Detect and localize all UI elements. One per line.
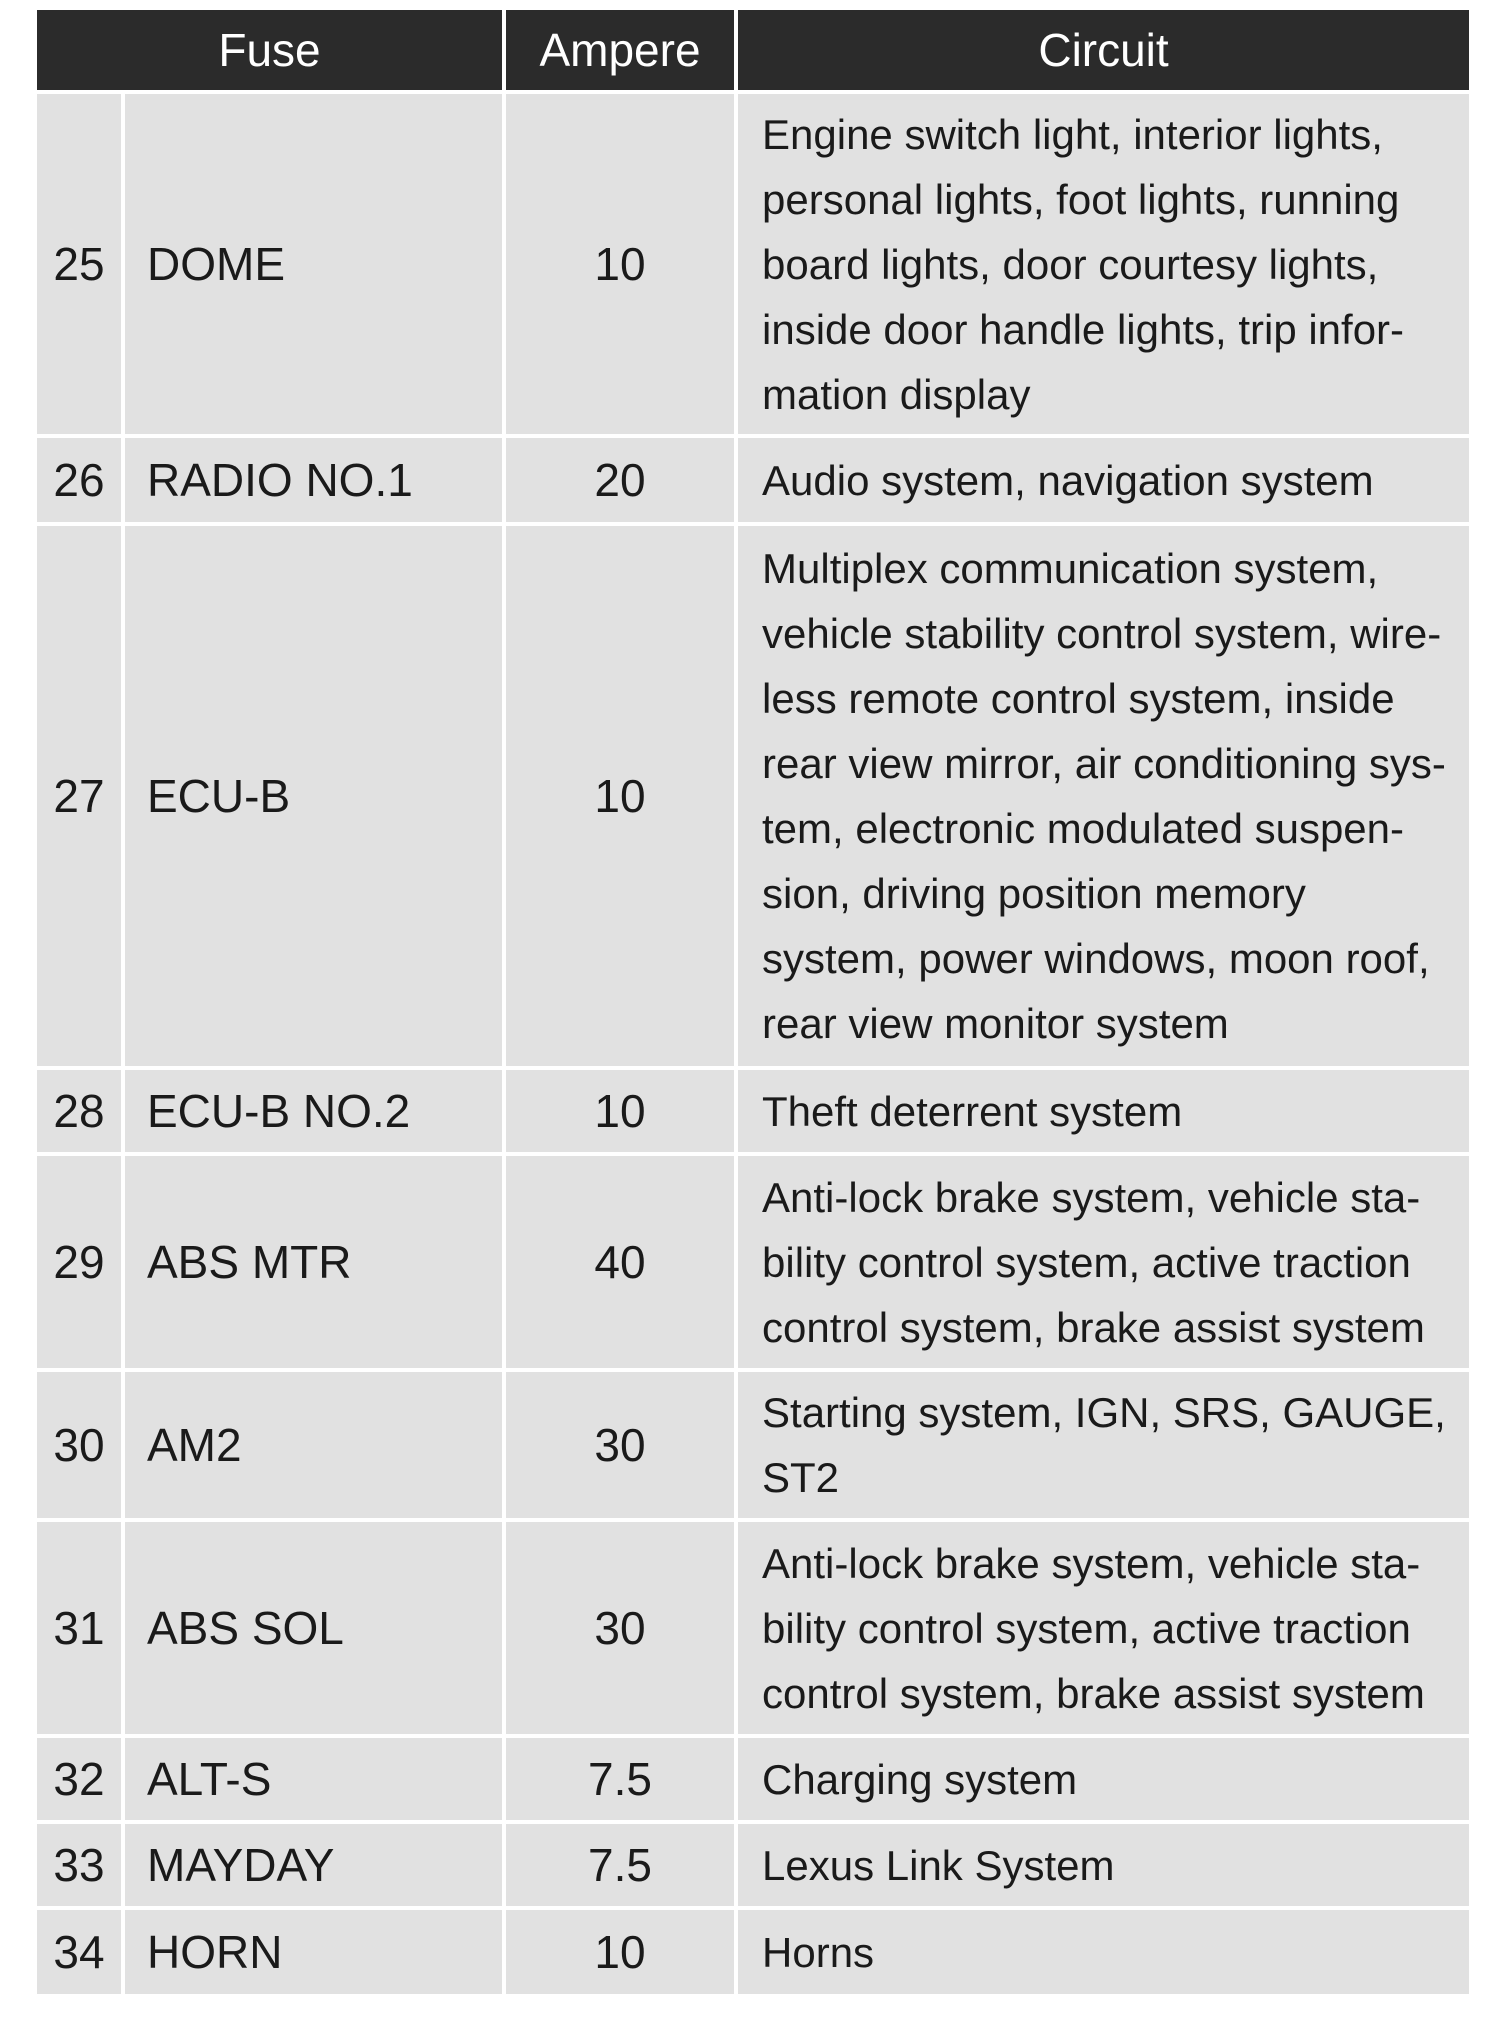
fuse-header: Fuse [37,10,502,90]
table-row [37,1910,1469,1994]
circuit-description: Lexus Link System [738,1824,1469,1906]
fuse-number: 25 [37,94,121,434]
ampere-value: 7.5 [506,1824,734,1906]
ampere-value: 10 [506,526,734,1066]
table-row [37,1372,1469,1518]
table-row [37,438,1469,522]
fuse-name: DOME [125,94,502,434]
ampere-value: 10 [506,1070,734,1152]
circuit-description: Charging system [738,1738,1469,1820]
circuit-header: Circuit [738,10,1469,90]
fuse-number: 26 [37,438,121,522]
ampere-value: 7.5 [506,1738,734,1820]
ampere-value: 20 [506,438,734,522]
ampere-value: 30 [506,1522,734,1734]
ampere-header: Ampere [506,10,734,90]
fuse-number: 29 [37,1156,121,1368]
fuse-name: ECU-B [125,526,502,1066]
fuse-table [33,6,1473,1998]
fuse-number: 32 [37,1738,121,1820]
ampere-value: 30 [506,1372,734,1518]
table-row [37,1156,1469,1368]
table-row [37,1070,1469,1152]
table-row [37,1824,1469,1906]
circuit-description: Engine switch light, interior lights, personal lights, foot lights, running board lights, door courtesy lights, inside door handle lights, trip infor-mation display [738,94,1469,434]
ampere-value: 40 [506,1156,734,1368]
fuse-number: 33 [37,1824,121,1906]
circuit-description: Multiplex communication system, vehicle stability control system, wire-less remote control system, inside rear view mirror, air conditioning sys-tem, electronic modulated suspen-sion, driving position memory system, power windows, moon roof, rear view monitor system [738,526,1469,1066]
fuse-name: ALT-S [125,1738,502,1820]
circuit-description: Audio system, navigation system [738,438,1469,522]
table-row [37,526,1469,1066]
fuse-name: ECU-B NO.2 [125,1070,502,1152]
fuse-name: AM2 [125,1372,502,1518]
fuse-name: MAYDAY [125,1824,502,1906]
ampere-value: 10 [506,1910,734,1994]
circuit-description: Starting system, IGN, SRS, GAUGE, ST2 [738,1372,1469,1518]
header-row [37,10,1469,90]
fuse-number: 28 [37,1070,121,1152]
fuse-name: ABS MTR [125,1156,502,1368]
circuit-description: Anti-lock brake system, vehicle sta-bility control system, active traction control system, brake assist system [738,1156,1469,1368]
fuse-number: 34 [37,1910,121,1994]
fuse-name: ABS SOL [125,1522,502,1734]
fuse-name: HORN [125,1910,502,1994]
fuse-name: RADIO NO.1 [125,438,502,522]
circuit-description: Theft deterrent system [738,1070,1469,1152]
table-row [37,94,1469,434]
fuse-number: 27 [37,526,121,1066]
table-row [37,1522,1469,1734]
fuse-number: 30 [37,1372,121,1518]
circuit-description: Horns [738,1910,1469,1994]
circuit-description: Anti-lock brake system, vehicle sta-bility control system, active traction control system, brake assist system [738,1522,1469,1734]
fuse-number: 31 [37,1522,121,1734]
table-row [37,1738,1469,1820]
ampere-value: 10 [506,94,734,434]
